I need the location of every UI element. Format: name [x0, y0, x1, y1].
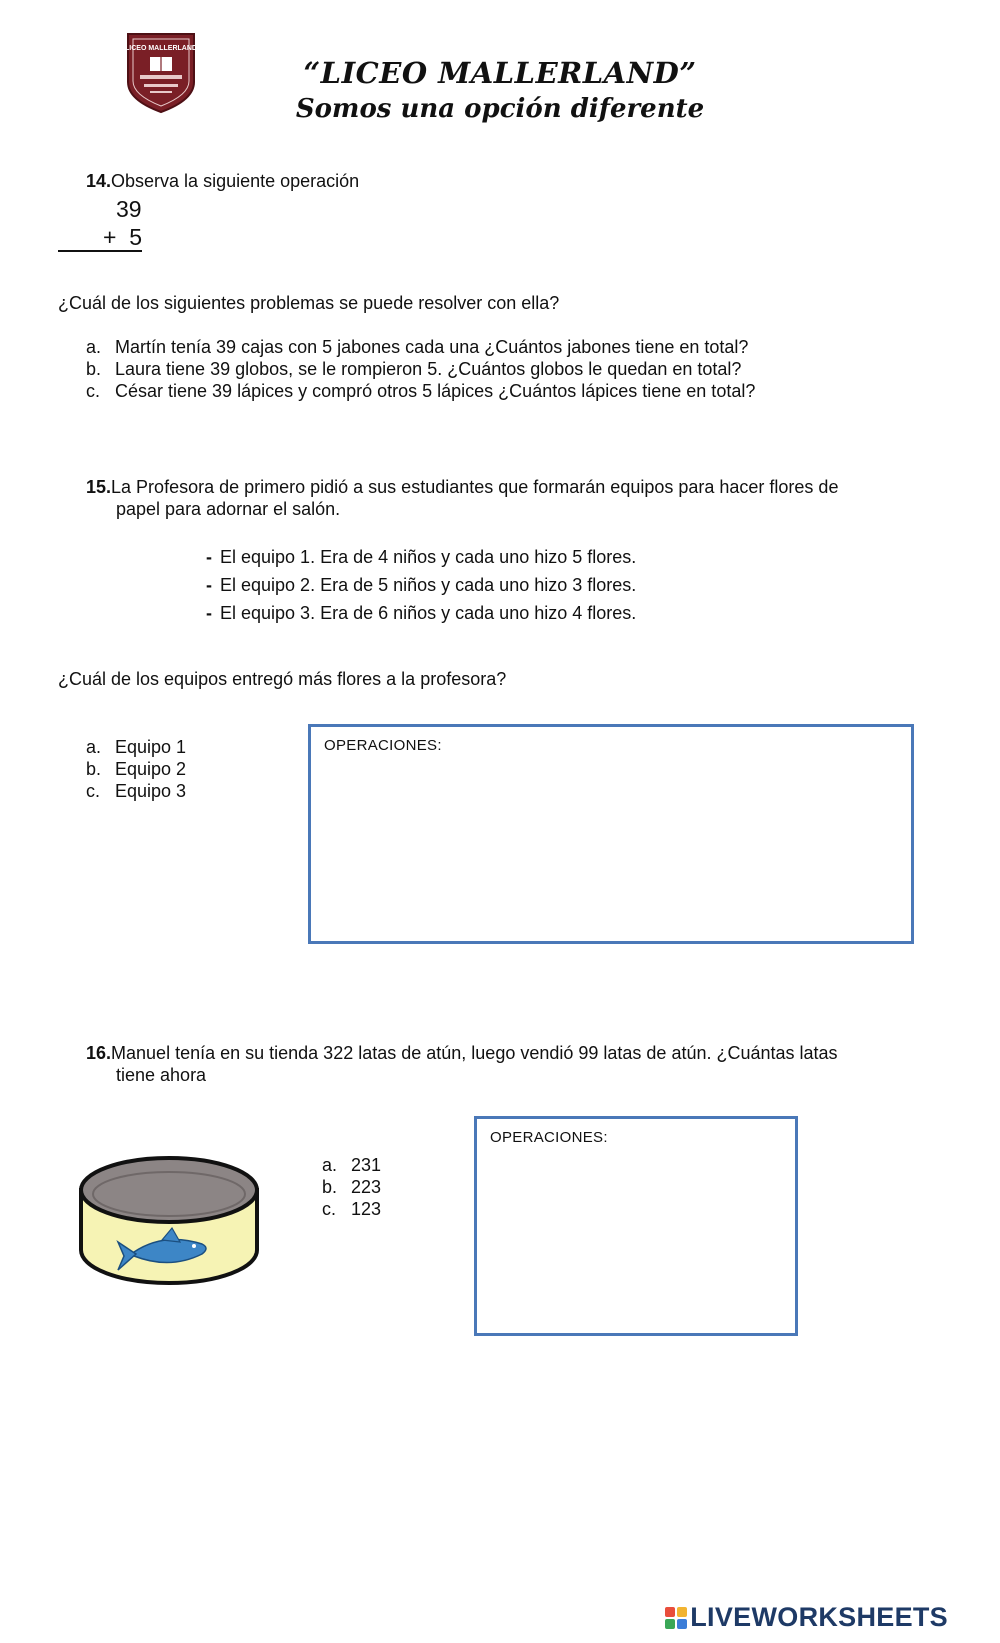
question-15-heading: [86, 476, 838, 498]
operand-top: 39: [116, 196, 142, 222]
option-text: Equipo 2: [115, 759, 187, 779]
question-14-question: ¿Cuál de los siguientes problemas se puede resolver con ella?: [58, 293, 560, 313]
operations-box-15[interactable]: [308, 724, 914, 944]
option-a: [86, 736, 186, 758]
logo-square: [677, 1619, 687, 1629]
option-b: [322, 1176, 381, 1198]
option-a: [322, 1154, 381, 1176]
option-letter: b.: [322, 1177, 338, 1197]
option-c: [86, 380, 755, 402]
team-item: [206, 602, 636, 624]
question-number: 15.: [86, 477, 112, 497]
operations-label: OPERACIONES:: [324, 737, 442, 754]
team-item: [206, 546, 636, 568]
dash-bullet: -: [206, 547, 212, 567]
option-letter: c.: [86, 781, 101, 801]
operations-label: OPERACIONES:: [490, 1129, 608, 1146]
question-prompt: Observa la siguiente operación: [111, 171, 360, 191]
question-16-heading: [86, 1042, 838, 1064]
option-c: [86, 780, 186, 802]
option-text: César tiene 39 lápices y compró otros 5 lápices ¿Cuántos lápices tiene en total?: [115, 381, 756, 401]
question-14-heading: [86, 170, 359, 192]
dash-bullet: -: [206, 603, 212, 623]
liveworksheets-footer[interactable]: [665, 1602, 948, 1633]
school-logo-text: LICEO MALLERLAND: [125, 45, 197, 52]
question-prompt: La Profesora de primero pidió a sus estudiantes que formarán equipos para hacer flores de: [111, 477, 839, 497]
option-text: Martín tenía 39 cajas con 5 jabones cada una ¿Cuántos jabones tiene en total?: [115, 337, 749, 357]
option-a: [86, 336, 748, 358]
logo-square: [665, 1607, 675, 1617]
operand-bottom: + 5: [58, 224, 142, 252]
option-b: [86, 758, 186, 780]
team-text: El equipo 3. Era de 6 niños y cada uno hizo 4 flores.: [220, 603, 637, 623]
option-text: Equipo 3: [115, 781, 187, 801]
liveworksheets-logo-icon: [665, 1607, 687, 1629]
school-logo: [124, 30, 198, 114]
option-text: 223: [351, 1177, 382, 1197]
question-number: 14.: [86, 171, 112, 191]
option-text: 231: [351, 1155, 382, 1175]
question-15-question: ¿Cuál de los equipos entregó más flores a la profesora?: [58, 669, 507, 689]
operations-box-16[interactable]: [474, 1116, 798, 1336]
logo-square: [665, 1619, 675, 1629]
option-letter: a.: [86, 737, 102, 757]
question-prompt: Manuel tenía en su tienda 322 latas de atún, luego vendió 99 latas de atún. ¿Cuántas latas: [111, 1043, 838, 1063]
team-text: El equipo 2. Era de 5 niños y cada uno hizo 3 flores.: [220, 575, 637, 595]
school-name: “LICEO MALLERLAND”: [303, 56, 697, 90]
tuna-can-illustration: [76, 1152, 262, 1286]
option-text: Equipo 1: [115, 737, 187, 757]
question-prompt-continued: tiene ahora: [116, 1065, 207, 1085]
question-number: 16.: [86, 1043, 112, 1063]
team-item: [206, 574, 636, 596]
logo-square: [677, 1607, 687, 1617]
team-text: El equipo 1. Era de 4 niños y cada uno hizo 5 flores.: [220, 547, 637, 567]
option-letter: c.: [322, 1199, 337, 1219]
dash-bullet: -: [206, 575, 212, 595]
option-letter: a.: [86, 337, 102, 357]
school-slogan: Somos una opción diferente: [295, 94, 705, 124]
footer-brand: LIVEWORKSHEETS: [690, 1602, 948, 1632]
question-prompt-continued: papel para adornar el salón.: [116, 499, 341, 519]
option-text: 123: [351, 1199, 382, 1219]
option-letter: b.: [86, 359, 102, 379]
option-text: Laura tiene 39 globos, se le rompieron 5. ¿Cuántos globos le quedan en total?: [115, 359, 742, 379]
option-letter: c.: [86, 381, 101, 401]
option-letter: a.: [322, 1155, 338, 1175]
option-b: [86, 358, 741, 380]
option-c: [322, 1198, 381, 1220]
option-letter: b.: [86, 759, 102, 779]
